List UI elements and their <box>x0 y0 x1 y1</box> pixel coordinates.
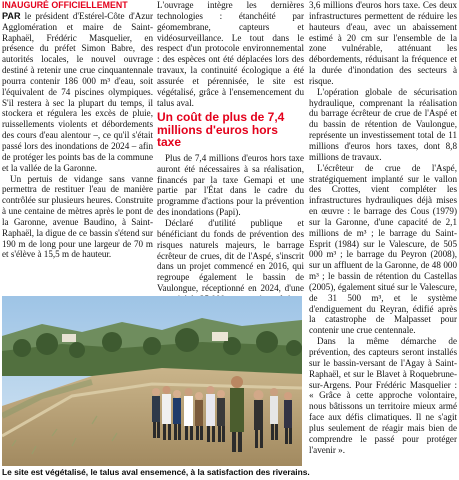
paragraph: L'opération globale de sécurisation hydraulique, comprenant la réalisation du barrage écrêteur de crue de l'Aspé et du bassin de rétention de Vaulongue, représente un investissement total de 11 millions d'euros hors taxes, dont 8,8 millions de travaux. <box>309 86 457 162</box>
subheading: Un coût de plus de 7,4 millions d'euros hors taxe <box>157 110 285 150</box>
paragraph: Un pertuis de vidange sans vanne permettra de restituer l'eau de manière contrôlée sur plusieurs heures. Construite à une centaine de mètres après le pont de la Garonne, avenue Baudino, à Saint-Raphaël, la digue de ce bassin s'étend sur 190 m de long pour une largeur de 70 m et s'élève à 15,5 m de hauteur. <box>2 173 153 260</box>
lead-text: le président d'Estérel-Côte d'Azur Agglomération et maire de Saint-Raphaël, Frédéric Masquelier, en présence du préfet Simon Babre, des autorités locales, le nouvel ouvrage destiné à retenir une crue cinquantennale pourra contenir 186 000 m³ d'eau, soit l'équivalent de 74 piscines olympiques. S'il restera à sec la plupart du temps, il stockera et régulera les excès de pluie, ruissellements violents et débordements des cours d'eau alentour –, ce qu'il s'était passé lors des inondations de 2024 – afin de protéger les points bas de la commune et la vallée de la Garonne. <box>2 10 153 173</box>
article-photo <box>2 296 302 466</box>
paragraph: L'écrêteur de crue de l'Aspé, stratégiquement implanté sur le vallon des Crottes, vient compléter les infrastructures hydrauliques déjà mises en œuvre : le barrage des Cous (1979) sur la Garonne, d'une capacité de 2,1 millions de m³ ; le barrage du Saint-Esprit (1984) sur le Valescure, de 505 000 m³ ; le barrage du Peyron (2008), sur un affluent de la Garonne, de 48 000 m³ ; le bassin de rétention du Castellas (2005), également situé sur le Valescure, de 31 500 m³, et le système d'endiguement du Reyran, édifié après la catastrophe de Malpasset pour contenir une crue centennale. <box>309 162 457 336</box>
photo-illustration <box>2 296 302 466</box>
lead-word: PAR <box>2 10 21 21</box>
kicker: INAUGURÉ OFFICIELLEMENT <box>2 0 128 10</box>
paragraph: Plus de 7,4 millions d'euros hors taxe auront été nécessaires à sa réalisation, financés par la taxe Gemapi et une partie par l'État dans le cadre du programme d'actions pour la prévention des inondations (Papi). <box>157 152 304 218</box>
article-column-2 <box>157 0 304 305</box>
paragraph: 3,6 millions d'euros hors taxe. Ces deux infrastructures permettent de réduire les hauteurs d'eau, avec un abaissement estimé à 20 cm sur l'ensemble de la zone vulnérable, atténuant les débordements, réduisant la fréquence et la durée d'inondation des secteurs à risque. <box>309 0 457 86</box>
article-column-3 <box>309 0 457 455</box>
paragraph: Déclaré d'utilité publique et bénéficiant du fonds de prévention des risques naturels majeurs, le barrage écrêteur de crues, dit de l'Aspé, s'inscrit dans un projet commencé en 2016, qui regroupe également le bassin de Vaulongue, réceptionné en 2024, d'une <box>157 218 304 294</box>
photo-caption: Le site est végétalisé, le talus aval ensemencé, à la satisfaction des riverains. <box>2 467 310 477</box>
paragraph: Dans la même démarche de prévention, des capteurs seront installés sur le bassin-versant de l'Agay à Saint-Raphaël, et sur le Blavet à Roquebrune-sur-Argens. Pour Frédéric Masquelier : « Grâce à cette approche volontaire, nous bâtissons un territoire mieux armé face aux défis climatiques. Il ne s'agit plus seulement de réagir mais bien de comprendre le passé pour protéger l'avenir ». <box>309 336 457 455</box>
lead-paragraph <box>2 11 153 174</box>
paragraph: L'ouvrage intègre les dernières technologies : étanchéité par géomembrane, capteurs et vidéosurveillance. Le tout dans le respect d'un protocole environnemental : des espèces ont été déplacées lors des travaux, la continuité écologique a été assurée et pérennisée, le site est végétalisé, grâce à l'ensemencement du talus aval. <box>157 0 304 108</box>
article-column-1 <box>2 0 153 260</box>
